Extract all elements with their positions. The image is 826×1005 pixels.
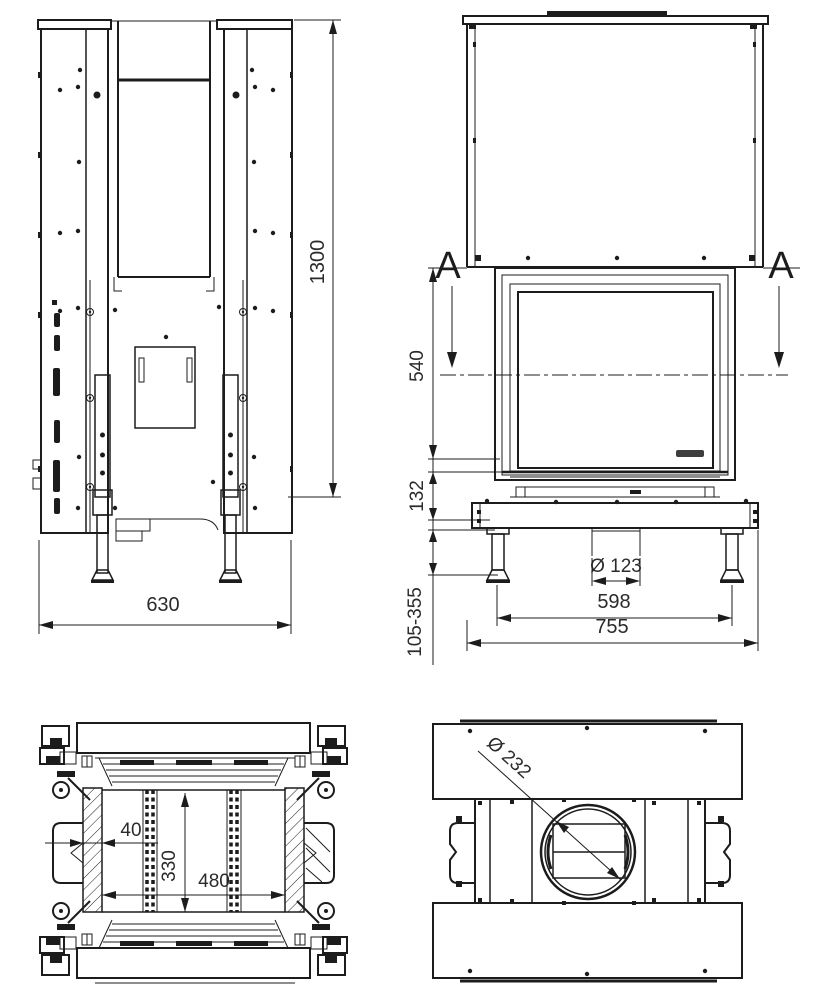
rear-left-cap: [38, 20, 111, 29]
section-letter-left: A: [435, 245, 461, 287]
right-wall-hatched: [285, 788, 304, 912]
rear-step: [116, 531, 142, 541]
section-bottom-band: [77, 948, 310, 978]
rear-flue-channel: [114, 21, 214, 291]
serrated-rail-left: [143, 790, 157, 912]
rear-access-opening: [135, 347, 195, 428]
dim-label-base-height: 132: [407, 480, 428, 512]
rear-right-leg: [219, 375, 242, 583]
dim-label-rear-height: 1300: [307, 239, 329, 285]
rear-step: [116, 519, 150, 531]
rear-right-column: [224, 29, 292, 533]
side-bracket-left: [53, 823, 83, 883]
side-clip-right: [705, 816, 730, 887]
rear-view: [33, 20, 341, 634]
dim-label-air-inlet: Ø 123: [590, 556, 642, 577]
front-right-leg: [720, 528, 744, 583]
dim-air-inlet: [590, 556, 642, 586]
section-letter-right: A: [768, 245, 794, 287]
dim-front-heights: [405, 268, 505, 665]
flue-opening: [541, 805, 635, 899]
serrated-rail-right: [227, 790, 241, 912]
section-view: [40, 723, 347, 983]
dim-label-overall-width: 755: [595, 616, 629, 638]
front-base: [472, 503, 758, 528]
top-rear-panel: [433, 903, 742, 978]
rear-left-column: [41, 29, 108, 533]
dim-label-rear-width: 630: [146, 594, 180, 616]
top-view: [433, 721, 742, 981]
dim-rear-height: [288, 20, 341, 497]
brand-logo-mark: [676, 450, 704, 457]
door-glass: [518, 292, 713, 468]
front-top-plate: [463, 16, 768, 24]
dim-chamber-depth: [159, 793, 189, 912]
dim-label-chamber-depth: 330: [159, 850, 180, 882]
section-marker-left: [428, 245, 467, 368]
dim-chamber-width: [102, 871, 285, 899]
mount-hook: [33, 478, 41, 489]
left-wall-hatched: [83, 788, 102, 912]
section-marker-right: [763, 245, 800, 368]
air-inlet-stub: [592, 528, 640, 556]
dim-label-leg-range: 105-355: [405, 587, 426, 657]
side-clip-left: [450, 816, 475, 887]
top-body-band: [475, 799, 705, 903]
dim-label-chamber-width: 480: [198, 871, 230, 892]
firebox-door: [495, 268, 735, 480]
section-top-band: [77, 723, 310, 753]
front-view: [405, 11, 800, 665]
dim-label-leg-span: 598: [597, 591, 631, 613]
dim-label-wall-thickness: 40: [120, 820, 142, 841]
rear-left-leg: [91, 375, 114, 583]
dim-label-firebox-height: 540: [407, 350, 428, 382]
top-front-panel: [433, 724, 742, 799]
side-bracket-right: [304, 823, 334, 883]
dim-rear-width: [39, 540, 291, 634]
dim-label-flue-diameter: Ø 232: [482, 732, 535, 784]
rear-right-cap: [217, 20, 292, 29]
